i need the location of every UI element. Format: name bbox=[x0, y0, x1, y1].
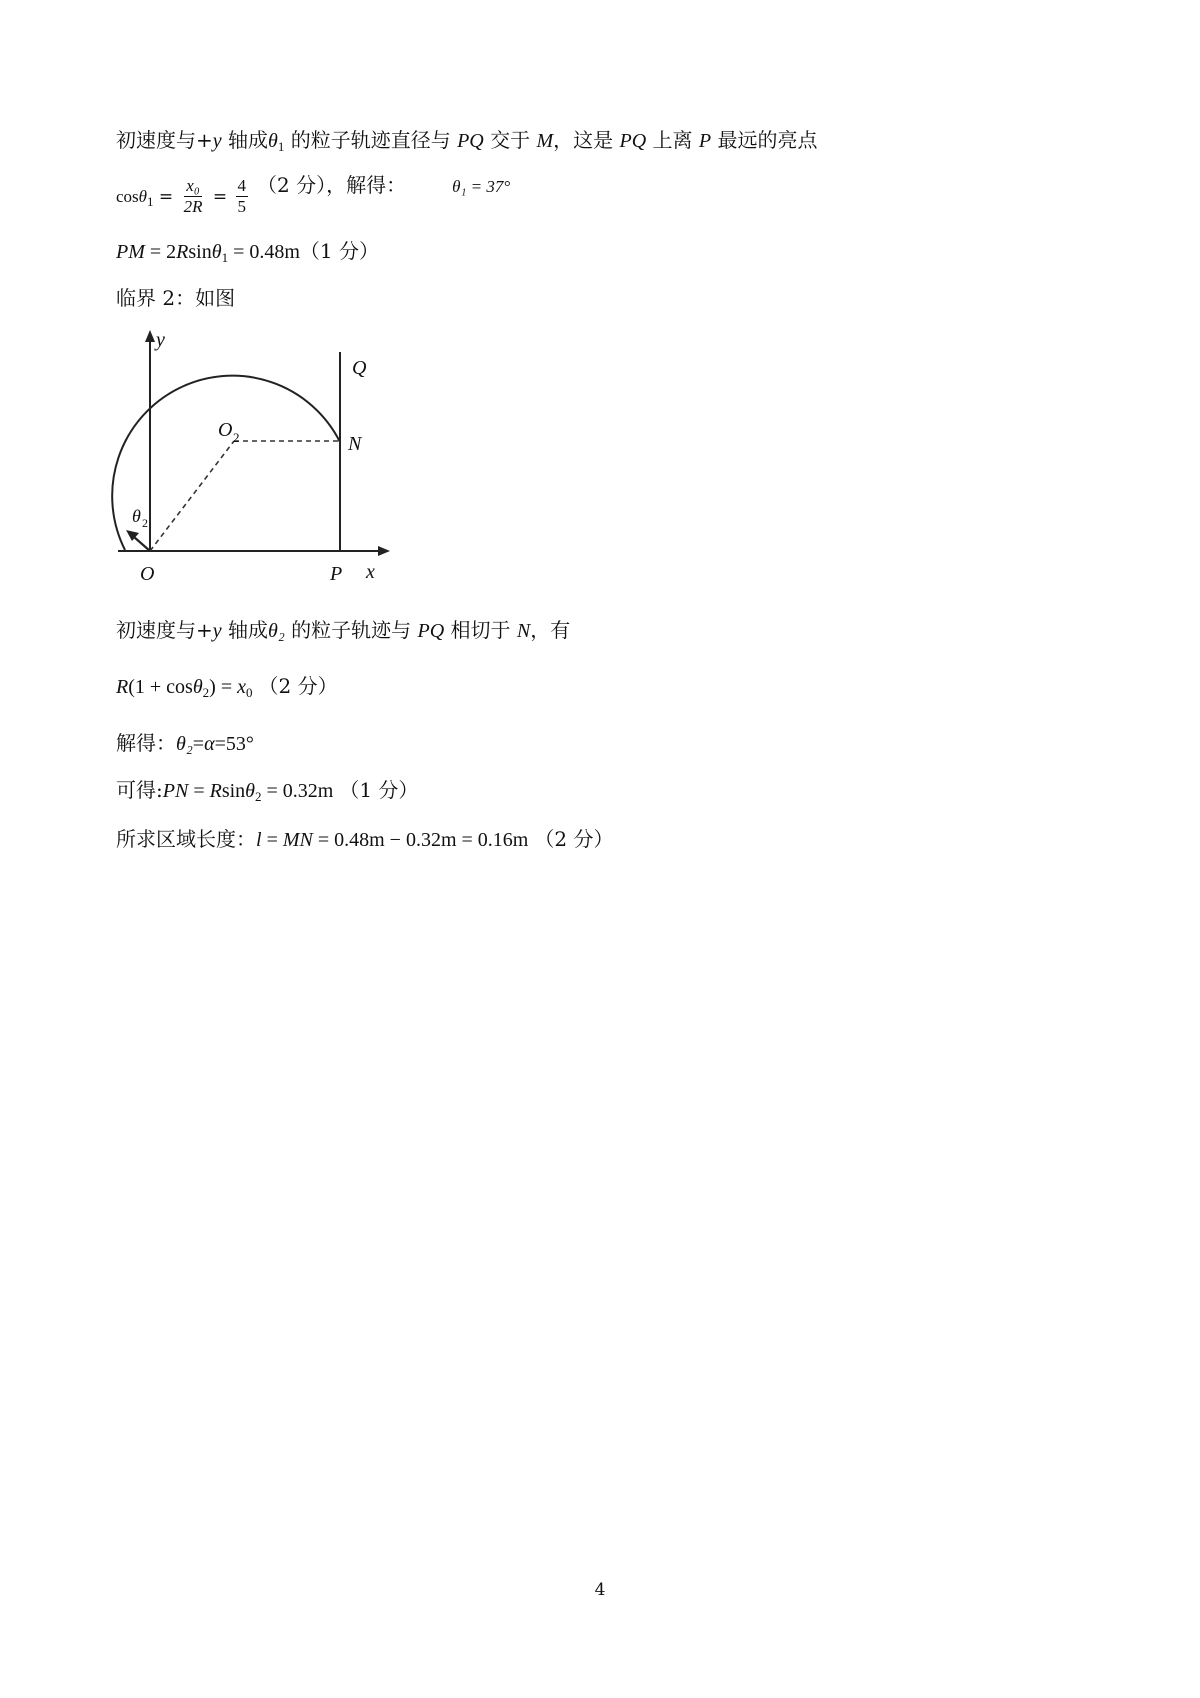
equation-cos-theta1: cosθ$_1$ = $\frac{\text{x₀}}{2R}$ = $\frac{4}{5}$ （2 分），解得： $^{\theta_1 = 37^\circ}$ bbox=[116, 173, 511, 216]
equation-pm: PM = 2Rsinθ$_1$ = 0.48m（1 分） bbox=[116, 239, 379, 265]
label-theta2: θ bbox=[132, 506, 141, 526]
x-axis-arrow bbox=[378, 546, 390, 556]
equation-tangent-condition: $R(1 + \cos\theta_2) = x_0$ （2 分） bbox=[116, 674, 338, 700]
equation-region-length: 所求区域长度：l = MN = 0.48m − 0.32m = 0.16m （2 分） bbox=[116, 827, 614, 851]
line-intro-theta1: 初速度与+y 轴成$\theta_1$ 的粒子轨迹直径与 PQ 交于 M，这是 PQ 上离 P 最远的亮点 bbox=[116, 128, 818, 154]
velocity-arrow bbox=[134, 537, 150, 551]
fraction-x0-over-2r: $\frac{\text{x₀}}{2R}$ bbox=[183, 176, 203, 216]
label-q: Q bbox=[352, 357, 367, 379]
page-number: 4 bbox=[594, 1580, 606, 1600]
label-o2: O bbox=[218, 419, 233, 441]
label-o: O bbox=[140, 563, 155, 585]
equation-pn: 可得:PN = Rsinθ$_2$ = 0.32m （1 分） bbox=[116, 778, 419, 804]
label-p: P bbox=[330, 563, 343, 585]
critical-case-2-heading: 临界 2：如图 bbox=[116, 286, 236, 310]
label-x: x bbox=[366, 561, 375, 583]
line-intro-theta2: 初速度与+y 轴成θ₂ 的粒子轨迹与 PQ 相切于 N，有 bbox=[116, 618, 571, 642]
label-theta2-sub: 2 bbox=[142, 516, 148, 530]
label-o2-sub: 2 bbox=[233, 430, 240, 445]
label-n: N bbox=[348, 433, 362, 455]
trajectory-diagram bbox=[108, 330, 398, 590]
y-axis-arrow bbox=[145, 330, 155, 342]
label-y: y bbox=[156, 330, 165, 351]
fraction-4-over-5: $\frac{4}{5}$ bbox=[237, 176, 247, 216]
radius-o-o2 bbox=[150, 441, 234, 551]
solution-theta2: 解得：θ₂=α=53° bbox=[116, 731, 254, 755]
